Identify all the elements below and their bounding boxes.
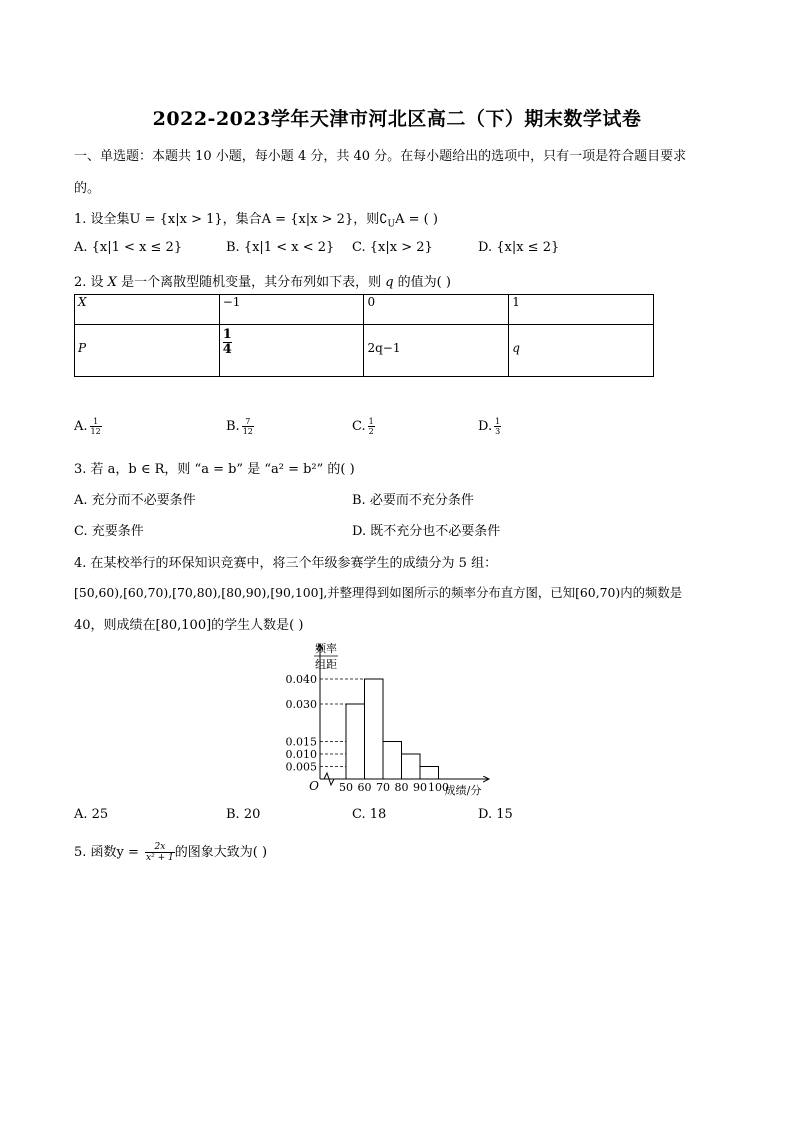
- question-2-option-a: [74, 417, 102, 436]
- question-4-option-d: D. 15: [478, 807, 513, 822]
- option-letter: C.: [352, 419, 366, 434]
- fraction-denominator: 12: [242, 427, 253, 436]
- y-tick-label: 0.030: [285, 698, 317, 711]
- fraction-numerator: 1: [222, 327, 232, 342]
- fraction: [90, 417, 102, 436]
- x-tick-label: 60: [357, 781, 372, 794]
- histogram-bar: [346, 704, 365, 779]
- section-instructions-line2: 的。: [74, 181, 101, 196]
- question-2-option-b: [226, 417, 254, 436]
- question-4-option-c: C. 18: [352, 807, 387, 822]
- question-4-line3: 40，则成绩在[80,100]的学生人数是( ): [74, 618, 304, 633]
- fraction: [223, 328, 232, 357]
- question-4-line2: [50,60),[60,70),[70,80),[80,90),[90,100],并整理得到如图所示的频率分布直方图，已知[60,70)内的频数是: [74, 585, 683, 600]
- y-label-denominator: 组距: [315, 658, 337, 671]
- histogram-bar: [402, 754, 421, 779]
- fraction-denominator: 3: [495, 427, 501, 436]
- p-label-text: P: [78, 341, 87, 355]
- question-2-option-c: [352, 417, 375, 436]
- option-letter: D.: [478, 419, 493, 434]
- question-5-stem: [74, 841, 267, 863]
- fraction-numerator: 1: [90, 417, 102, 427]
- question-3-option-a: A. 充分而不必要条件: [74, 493, 196, 508]
- histogram-bar: [420, 767, 439, 780]
- question-2-option-d: [478, 417, 501, 436]
- histogram-bars: [346, 679, 439, 779]
- question-1-option-b: B. {x|1 < x < 2}: [226, 240, 335, 255]
- question-2-stem: [74, 271, 451, 290]
- fraction: [242, 417, 254, 436]
- y-label-numerator: 频率: [315, 642, 337, 655]
- page-title: 2022-2023学年天津市河北区高二（下）期末数学试卷: [152, 108, 642, 130]
- option-letter: A.: [74, 419, 88, 434]
- question-1-stem: [74, 208, 438, 230]
- question-2-stem-part-a: 2. 设: [74, 275, 108, 290]
- fraction-denominator: 2: [368, 427, 374, 436]
- question-2-stem-part-c: 的值为( ): [393, 275, 451, 290]
- table-cell-p-label: [75, 325, 220, 377]
- x-tick-label: 80: [394, 781, 409, 794]
- fraction-numerator: 7: [242, 417, 254, 427]
- x-tick-label: 90: [413, 781, 427, 794]
- section-instructions-line1: 一、单选题：本题共 10 小题，每小题 4 分，共 40 分。在每小题给出的选项中，只有一项是符合题目要求: [74, 149, 687, 164]
- question-5-stem-part-b: 的图象大致为( ): [174, 845, 268, 860]
- y-tick-label: 0.010: [285, 748, 317, 761]
- y-tick-label: 0.040: [285, 673, 317, 686]
- question-4-option-a: A. 25: [74, 807, 109, 822]
- question-1-option-c: C. {x|x > 2}: [352, 240, 433, 255]
- table-row: [75, 325, 654, 377]
- fraction-denominator: 4: [222, 342, 232, 357]
- question-3-option-b: B. 必要而不充分条件: [352, 493, 474, 508]
- question-1-stem-text: 1. 设全集U = {x|x > 1}，集合A = {x|x > 2}，则∁: [74, 212, 388, 227]
- x-tick-label: 100: [428, 781, 449, 794]
- x-tick-labels: [339, 781, 449, 794]
- fraction: [145, 842, 175, 863]
- question-4-line1: 4. 在某校举行的环保知识竞赛中，将三个年级参赛学生的成绩分为 5 组：: [74, 556, 498, 571]
- histogram-bar: [365, 679, 384, 779]
- question-3-option-d: D. 既不充分也不必要条件: [352, 524, 501, 539]
- fraction: [494, 417, 501, 436]
- x-axis-label: 成绩/分: [444, 784, 482, 797]
- table-cell-text: 2q−1: [367, 341, 401, 355]
- fraction-denominator: x² + 1: [146, 853, 174, 863]
- question-3-option-c: C. 充要条件: [74, 524, 144, 539]
- x-tick-label: 70: [376, 781, 390, 794]
- question-2-var-x: X: [107, 275, 117, 290]
- table-cell: [364, 325, 509, 377]
- question-5-stem-part-a: 5. 函数y =: [74, 845, 144, 860]
- question-1-complement-subscript: U: [387, 219, 396, 230]
- question-2-stem-part-b: 是一个离散型随机变量，其分布列如下表，则: [116, 275, 386, 290]
- fraction-numerator: 1: [495, 417, 501, 426]
- question-4-option-b: B. 20: [226, 807, 261, 822]
- fraction: [368, 417, 375, 436]
- y-tick-label: 0.015: [285, 735, 317, 749]
- fraction-numerator: 2x: [145, 842, 175, 853]
- fraction-numerator: 1: [368, 417, 374, 426]
- distribution-table: [74, 294, 654, 377]
- table-cell: 0: [364, 295, 509, 325]
- question-3-stem: 3. 若 a，b ∈ R，则 “a = b” 是 “a² = b²” 的( ): [74, 462, 355, 477]
- y-tick-label: 0.005: [285, 760, 317, 774]
- fraction-denominator: 12: [90, 427, 101, 436]
- table-row: [75, 295, 654, 325]
- table-cell: [509, 325, 654, 377]
- y-tick-labels: [286, 673, 318, 774]
- origin-label: O: [309, 779, 319, 793]
- option-letter: B.: [226, 419, 240, 434]
- question-1-option-a: A. {x|1 < x ≤ 2}: [74, 240, 183, 255]
- question-1-stem-end: A = ( ): [395, 212, 438, 227]
- question-2-var-q: q: [385, 275, 394, 290]
- table-cell: [219, 325, 364, 377]
- table-cell: −1: [219, 295, 364, 325]
- frequency-histogram: [280, 640, 510, 802]
- table-cell-x-label: X: [75, 295, 220, 325]
- histogram-bar: [383, 742, 402, 780]
- table-cell-text: q: [512, 341, 520, 355]
- question-1-option-d: D. {x|x ≤ 2}: [478, 240, 560, 255]
- x-tick-label: 50: [339, 781, 353, 794]
- table-cell: 1: [509, 295, 654, 325]
